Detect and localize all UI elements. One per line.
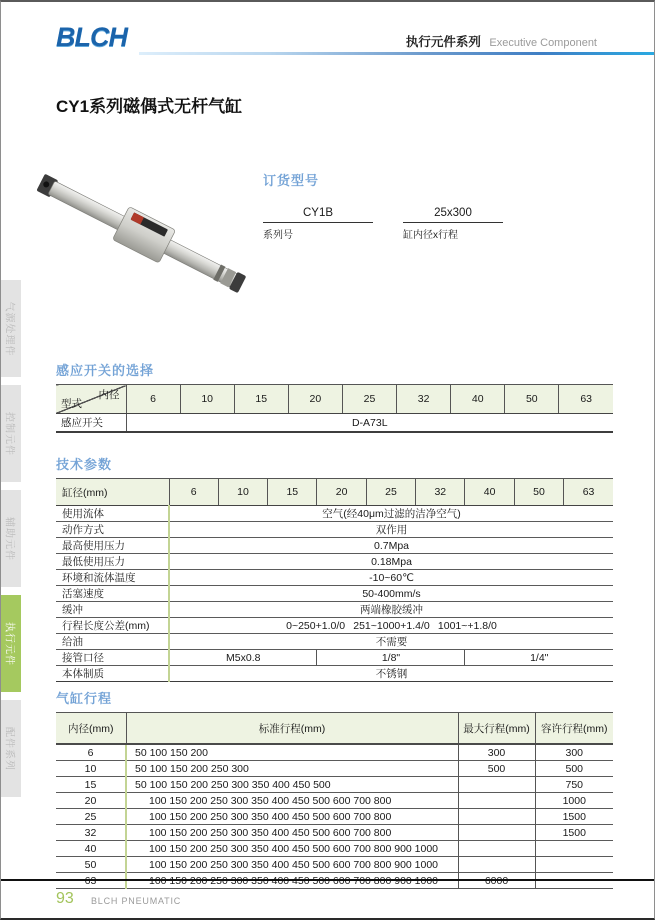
tech-row-label: 缓冲: [56, 602, 169, 618]
tech-row-value: 0.18Mpa: [169, 554, 613, 570]
order-row: [263, 205, 503, 241]
tech-row-label: 环境和流体温度: [56, 570, 169, 586]
tech-row-label: 接管口径: [56, 650, 169, 666]
order-section-title: 订货型号: [263, 173, 320, 188]
tech-bore-header: 15: [268, 479, 317, 506]
stroke-header-cell: 内径(mm): [56, 713, 126, 745]
tech-row-value: M5x0.8: [169, 650, 317, 666]
sensor-bore-header: 63: [559, 385, 613, 414]
sensor-table-wrap: [56, 384, 613, 433]
tech-row-value: 0.7Mpa: [169, 538, 613, 554]
header-series: [406, 32, 597, 51]
sensor-bore-header: 40: [451, 385, 505, 414]
tech-bore-header: 50: [514, 479, 563, 506]
stroke-bore-cell: 25: [56, 809, 126, 825]
cylinder-illustration: [37, 164, 257, 299]
tech-bore-header: 63: [564, 479, 613, 506]
stroke-max-cell: [458, 857, 535, 873]
order-series-code: CY1B: [263, 205, 373, 223]
rodless-cylinder-image: [37, 164, 257, 299]
stroke-allow-cell: [535, 841, 613, 857]
sidebar-tab-1[interactable]: [1, 280, 21, 377]
stroke-header-cell: 容许行程(mm): [535, 713, 613, 745]
stroke-bore-cell: 32: [56, 825, 126, 841]
tech-row-value: 空气(经40μm过滤的洁净空气): [169, 506, 613, 522]
tech-row-value: -10~60℃: [169, 570, 613, 586]
tech-bore-header: 20: [317, 479, 366, 506]
stroke-header-cell: 最大行程(mm): [458, 713, 535, 745]
page-title: CY1系列磁偶式无杆气缸: [56, 97, 243, 116]
stroke-allow-cell: 500: [535, 761, 613, 777]
tech-row-label: 本体制质: [56, 666, 169, 682]
tech-row-value: 不锈钢: [169, 666, 613, 682]
tech-row-label: 给油: [56, 634, 169, 650]
stroke-section-title: 气缸行程: [56, 691, 113, 706]
tech-row-value: 0~250+1.0/0 251~1000+1.4/0 1001~+1.8/0: [169, 618, 613, 634]
sensor-bore-header: 6: [126, 385, 180, 414]
stroke-standard-cell: 100 150 200 250 300 350 400 450 500 600 700 800: [126, 825, 458, 841]
page-number: 93: [56, 890, 74, 907]
tech-table-wrap: [56, 478, 613, 682]
order-series-label: 系列号: [263, 230, 293, 241]
tech-row-label: 活塞速度: [56, 586, 169, 602]
stroke-standard-cell: 100 150 200 250 300 350 400 450 500 600 700 800 900 1000: [126, 841, 458, 857]
tech-bore-header: 40: [465, 479, 514, 506]
order-model-section: [263, 170, 503, 241]
tech-row-value: 两端橡胶缓冲: [169, 602, 613, 618]
order-spec-code: 25x300: [403, 205, 503, 223]
stroke-header-cell: 标准行程(mm): [126, 713, 458, 745]
stroke-standard-cell: 100 150 200 250 300 350 400 450 500 600 700 800 900 1000: [126, 857, 458, 873]
corner-label-type: 型式: [61, 398, 82, 410]
sidebar-tab-label: 辅助元件: [3, 516, 15, 561]
tech-row-label: 行程长度公差(mm): [56, 618, 169, 634]
sidebar-tab-5[interactable]: [1, 700, 21, 797]
sensor-bore-header: 10: [180, 385, 234, 414]
tech-row-value: 双作用: [169, 522, 613, 538]
stroke-max-cell: 300: [458, 744, 535, 761]
tech-row-value: 1/8": [317, 650, 465, 666]
sidebar-tab-label: 执行元件: [3, 621, 15, 666]
stroke-max-cell: 6000: [458, 873, 535, 889]
sidebar-tab-label: 气源处理件: [3, 301, 15, 356]
tech-bore-header: 32: [416, 479, 465, 506]
stroke-bore-cell: 10: [56, 761, 126, 777]
stroke-allow-cell: 1500: [535, 825, 613, 841]
stroke-bore-cell: 50: [56, 857, 126, 873]
sidebar-tab-label: 配件系列: [3, 726, 15, 771]
tech-section-title: 技术参数: [56, 457, 113, 472]
stroke-max-cell: [458, 793, 535, 809]
stroke-allow-cell: 1000: [535, 793, 613, 809]
series-title-cn: 执行元件系列: [405, 35, 481, 49]
tech-row-label: 最高使用压力: [56, 538, 169, 554]
stroke-max-cell: [458, 841, 535, 857]
sensor-bore-header: 20: [288, 385, 342, 414]
corner-label-bore: 内径: [98, 389, 120, 401]
series-title-en: Executive Component: [489, 37, 597, 49]
sidebar-tab-2[interactable]: [1, 385, 21, 482]
stroke-standard-cell: 100 150 200 250 300 350 400 450 500 600 700 800: [126, 793, 458, 809]
tech-params-table: [56, 478, 613, 682]
header-gradient-rule: [139, 52, 654, 55]
footer: [1, 879, 654, 920]
stroke-standard-cell: 50 100 150 200 250 300 350 400 450 500: [126, 777, 458, 793]
stroke-bore-cell: 15: [56, 777, 126, 793]
order-series: [263, 205, 373, 241]
order-spec: [403, 205, 503, 241]
stroke-table-wrap: [56, 712, 613, 889]
stroke-standard-cell: 50 100 150 200: [126, 744, 458, 761]
footer-brand: BLCH PNEUMATIC: [91, 896, 182, 906]
sidebar-tab-4[interactable]: [1, 595, 21, 692]
stroke-allow-cell: [535, 857, 613, 873]
sidebar-tab-3[interactable]: [1, 490, 21, 587]
stroke-max-cell: 500: [458, 761, 535, 777]
sensor-bore-header: 15: [234, 385, 288, 414]
stroke-standard-cell: 50 100 150 200 250 300: [126, 761, 458, 777]
stroke-standard-cell: 100 150 200 250 300 350 400 450 500 600 700 800 900 1000: [126, 873, 458, 889]
sensor-row-value: D-A73L: [351, 416, 388, 429]
tech-row-value: 不需要: [169, 634, 613, 650]
stroke-bore-cell: 6: [56, 744, 126, 761]
order-spec-label: 缸内径x行程: [403, 230, 458, 241]
stroke-allow-cell: 750: [535, 777, 613, 793]
tech-row-label: 动作方式: [56, 522, 169, 538]
sidebar-tab-label: 控制元件: [3, 411, 15, 456]
sensor-switch-table: [56, 384, 613, 433]
stroke-max-cell: [458, 777, 535, 793]
sensor-bore-header: 32: [397, 385, 451, 414]
sensor-bore-header: 25: [342, 385, 396, 414]
stroke-allow-cell: 1500: [535, 809, 613, 825]
sensor-row-label: 感应开关: [56, 414, 126, 433]
stroke-standard-cell: 100 150 200 250 300 350 400 450 500 600 700 800: [126, 809, 458, 825]
stroke-max-cell: [458, 825, 535, 841]
sensor-bore-header: 50: [505, 385, 559, 414]
sensor-section-title: 感应开关的选择: [56, 363, 155, 378]
stroke-bore-cell: 63: [56, 873, 126, 889]
cylinder-stroke-table: [56, 712, 613, 889]
tech-bore-header: 10: [218, 479, 267, 506]
tech-bore-header: 25: [366, 479, 415, 506]
tech-bore-header: 6: [169, 479, 218, 506]
tech-row-label: 使用流体: [56, 506, 169, 522]
tech-header-label: 缸径(mm): [56, 479, 169, 506]
sensor-corner-cell: [56, 385, 126, 414]
stroke-max-cell: [458, 809, 535, 825]
tech-row-value: 50-400mm/s: [169, 586, 613, 602]
blch-logo: BLCH: [56, 22, 127, 52]
stroke-bore-cell: 20: [56, 793, 126, 809]
tech-row-label: 最低使用压力: [56, 554, 169, 570]
stroke-bore-cell: 40: [56, 841, 126, 857]
tech-row-value: 1/4": [465, 650, 613, 666]
stroke-allow-cell: 300: [535, 744, 613, 761]
